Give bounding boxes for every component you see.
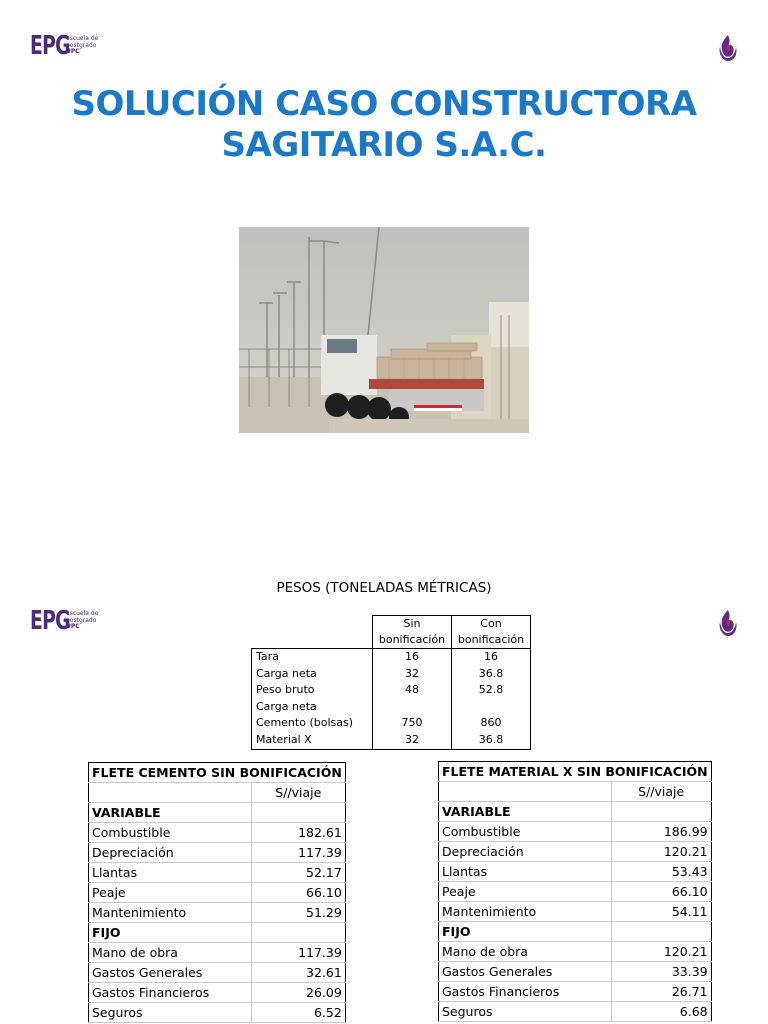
pesos-col-con-1: Con [452, 616, 531, 633]
truck-photo [239, 227, 529, 433]
table-row: Mano de obra 120.21 [439, 942, 712, 962]
table-row: Gastos Generales 33.39 [439, 962, 712, 982]
epg-logo-2-line3: UPC [66, 623, 80, 631]
table-row: Seguros 6.52 [89, 1003, 346, 1023]
flete-cemento-title: FLETE CEMENTO SIN BONIFICACIÓN [89, 763, 346, 783]
table-row: Depreciación 120.21 [439, 842, 712, 862]
table-row: Llantas 53.43 [439, 862, 712, 882]
table-row: Peaje 66.10 [89, 883, 346, 903]
epg-logo-2-line1: escuela de [66, 610, 99, 618]
epg-logo-line3: UPC [66, 48, 80, 56]
epg-logo-line2: postgrado [66, 41, 97, 49]
table-row: Mano de obra 117.39 [89, 943, 346, 963]
table-row: Mantenimiento 54.11 [439, 902, 712, 922]
pesos-col-sin-1: Sin [373, 616, 452, 633]
pesos-row: Material X 32 36.8 [252, 732, 531, 749]
table-row: Mantenimiento 51.29 [89, 903, 346, 923]
flete-material-variable-label: VARIABLE [439, 802, 612, 822]
table-row: Gastos Financieros 26.09 [89, 983, 346, 1003]
table-row: Combustible 182.61 [89, 823, 346, 843]
pesos-row: Carga neta [252, 699, 531, 716]
epg-logo-mark: EPG [30, 31, 70, 61]
slide-title [0, 84, 768, 166]
table-row: Gastos Generales 32.61 [89, 963, 346, 983]
slide-title-line2: SAGITARIO S.A.C. [221, 125, 547, 165]
flete-material-table [438, 761, 712, 1022]
table-row: Combustible 186.99 [439, 822, 712, 842]
pesos-row: Cemento (bolsas) 750 860 [252, 715, 531, 732]
pesos-row: Carga neta 32 36.8 [252, 666, 531, 683]
pesos-col-sin-2: bonificación [373, 632, 452, 649]
epg-logo-2-mark: EPG [30, 606, 70, 636]
pesos-row: Peso bruto 48 52.8 [252, 682, 531, 699]
table-row: Gastos Financieros 26.71 [439, 982, 712, 1002]
pesos-col-con-2: bonificación [452, 632, 531, 649]
flete-cemento-variable-label: VARIABLE [89, 803, 252, 823]
slide-title-line1: SOLUCIÓN CASO CONSTRUCTORA [71, 84, 697, 124]
pesos-heading: PESOS (TONELADAS MÉTRICAS) [276, 580, 492, 596]
table-row: Peaje 66.10 [439, 882, 712, 902]
pesos-row: Tara 16 16 [252, 649, 531, 666]
epg-logo-2 [30, 606, 98, 636]
flete-material-unit: S//viaje [611, 782, 711, 802]
upc-flame-icon [716, 33, 740, 63]
epg-logo-2-line2: postgrado [66, 616, 97, 624]
epg-logo-line1: escuela de [66, 35, 99, 43]
flete-cemento-fijo-label: FIJO [89, 923, 252, 943]
flete-cemento-unit: S//viaje [251, 783, 345, 803]
upc-flame-icon-2 [716, 608, 740, 638]
table-row: Seguros 6.68 [439, 1002, 712, 1022]
flete-material-fijo-label: FIJO [439, 922, 612, 942]
flete-material-title: FLETE MATERIAL X SIN BONIFICACIÓN [439, 762, 712, 782]
flete-cemento-table [88, 762, 346, 1023]
epg-logo [30, 31, 98, 61]
table-row: Depreciación 117.39 [89, 843, 346, 863]
pesos-table [251, 615, 531, 750]
table-row: Llantas 52.17 [89, 863, 346, 883]
